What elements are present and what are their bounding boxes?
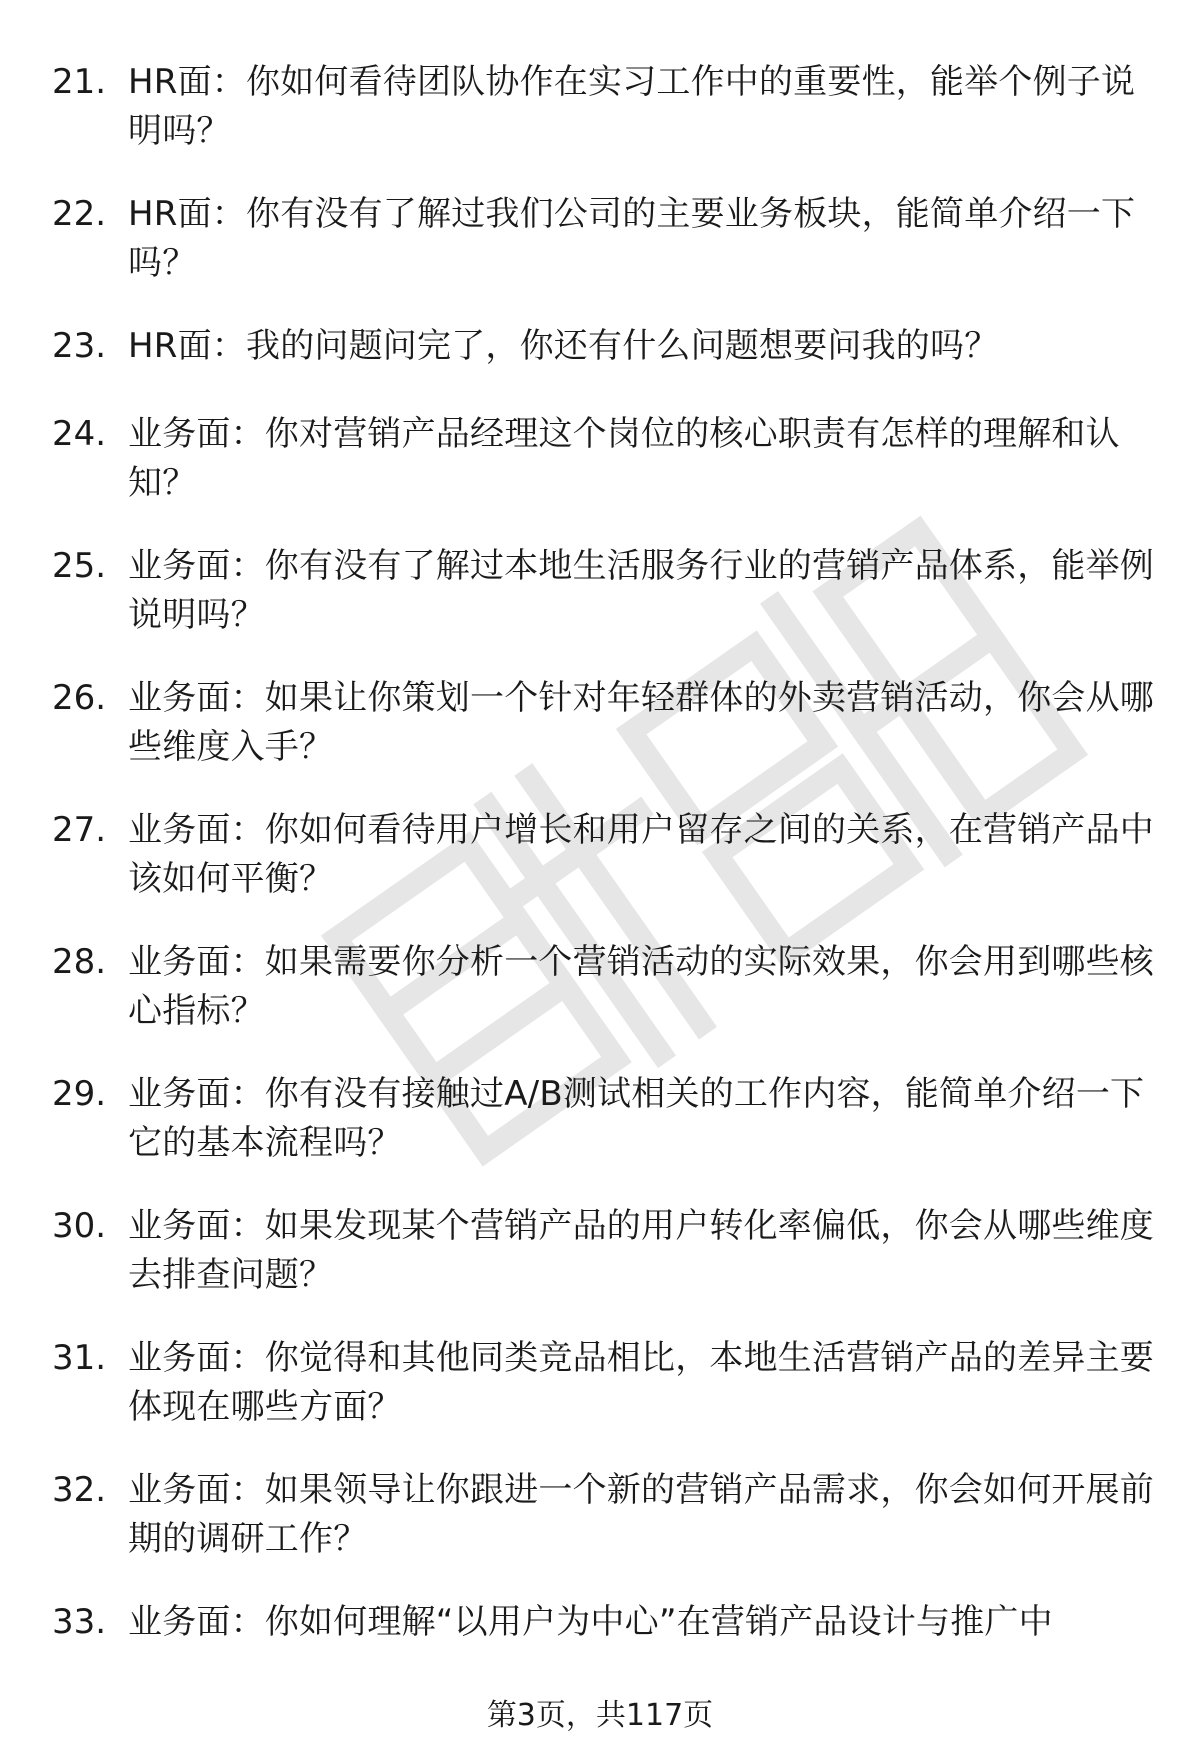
question-number: 24. xyxy=(52,414,107,454)
question-number: 30. xyxy=(52,1206,107,1246)
question-text: 业务面：如果领导让你跟进一个新的营销产品需求，你会如何开展前期的调研工作？ xyxy=(128,1470,1154,1559)
question-number: 33. xyxy=(52,1602,107,1642)
question-number: 27. xyxy=(52,810,107,850)
question-number: 21. xyxy=(52,62,107,102)
list-item xyxy=(0,806,1200,938)
question-number: 25. xyxy=(52,546,107,586)
question-text: HR面：你如何看待团队协作在实习工作中的重要性，能举个例子说明吗？ xyxy=(128,62,1136,151)
question-text: 业务面：你觉得和其他同类竞品相比，本地生活营销产品的差异主要体现在哪些方面？ xyxy=(128,1338,1154,1427)
question-number: 29. xyxy=(52,1074,107,1114)
list-item xyxy=(0,542,1200,674)
question-number: 23. xyxy=(52,326,107,366)
question-text: 业务面：如果发现某个营销产品的用户转化率偏低，你会从哪些维度去排查问题？ xyxy=(128,1206,1154,1295)
list-item xyxy=(0,322,1200,410)
question-number: 26. xyxy=(52,678,107,718)
question-text: 业务面：你如何看待用户增长和用户留存之间的关系，在营销产品中该如何平衡？ xyxy=(128,810,1154,899)
list-item xyxy=(0,1334,1200,1466)
question-text: 业务面：你有没有接触过A/B测试相关的工作内容，能简单介绍一下它的基本流程吗？ xyxy=(128,1074,1145,1163)
question-number: 31. xyxy=(52,1338,107,1378)
question-number: 28. xyxy=(52,942,107,982)
question-number: 32. xyxy=(52,1470,107,1510)
question-text: 业务面：如果让你策划一个针对年轻群体的外卖营销活动，你会从哪些维度入手？ xyxy=(128,678,1154,767)
list-item xyxy=(0,190,1200,322)
question-text: 业务面：如果需要你分析一个营销活动的实际效果，你会用到哪些核心指标？ xyxy=(128,942,1154,1031)
question-text: HR面：我的问题问完了，你还有什么问题想要问我的吗？ xyxy=(128,326,999,366)
question-text: 业务面：你如何理解“以用户为中心”在营销产品设计与推广中 xyxy=(128,1602,1053,1642)
question-number: 22. xyxy=(52,194,107,234)
list-item xyxy=(0,58,1200,190)
list-item xyxy=(0,410,1200,542)
list-item xyxy=(0,938,1200,1070)
question-list xyxy=(0,58,1200,1658)
page-number-footer: 第3页，共117页 xyxy=(486,1698,714,1733)
list-item xyxy=(0,1598,1200,1658)
list-item xyxy=(0,674,1200,806)
list-item xyxy=(0,1466,1200,1598)
list-item xyxy=(0,1070,1200,1202)
list-item xyxy=(0,1202,1200,1334)
question-text: 业务面：你有没有了解过本地生活服务行业的营销产品体系，能举例说明吗？ xyxy=(128,546,1154,635)
question-text: HR面：你有没有了解过我们公司的主要业务板块，能简单介绍一下吗？ xyxy=(128,194,1136,283)
question-text: 业务面：你对营销产品经理这个岗位的核心职责有怎样的理解和认知？ xyxy=(128,414,1120,503)
